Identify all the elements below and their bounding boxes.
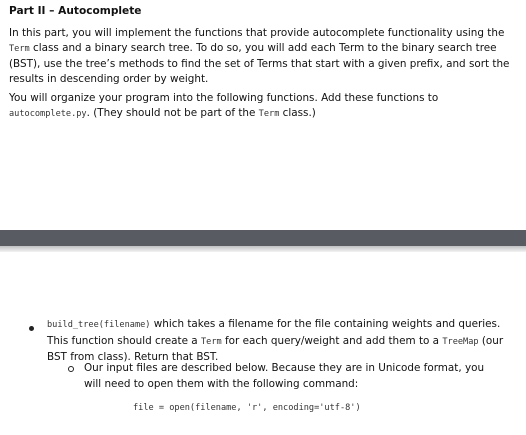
organize-text-3: class.) — [279, 107, 316, 119]
intro-text-2: class and a binary search tree. To do so, you will add each Term to the binary search tree (BST), use the tree’s methods to find the set of Terms that start with a given prefix, and sort the results in descending order by weight. — [9, 42, 510, 85]
term-code: Term — [200, 336, 222, 347]
build-tree-bullet — [47, 317, 517, 366]
bullet-icon — [29, 326, 34, 331]
intro-paragraph — [9, 26, 514, 87]
page-divider — [0, 230, 526, 246]
sub-bullet-icon — [68, 366, 74, 372]
intro-text-1: In this part, you will implement the functions that provide autocomplete functionality using the — [9, 27, 505, 39]
autocomplete-file-code: autocomplete.py — [9, 109, 87, 119]
build-tree-signature-code: build_tree(filename) — [47, 320, 151, 330]
term-class-code-2: Term — [258, 109, 280, 119]
term-class-code: Term — [9, 44, 30, 54]
build-tree-text-2: for each query/weight and add them to a — [221, 334, 443, 347]
treemap-code: TreeMap — [442, 336, 479, 347]
build-tree-text-1: which takes a filename for the file containing weights and queries. This function should create a — [47, 318, 501, 347]
organize-text-1: You will organize your program into the following functions. Add these functions to — [9, 92, 439, 104]
build-tree-text-3: (our BST from class). Return that BST. — [47, 334, 504, 363]
open-file-code: file = open(filename, 'r', encoding='utf-8') — [133, 403, 361, 413]
input-note-bullet: Our input files are described below. Because they are in Unicode format, you will need to open them with the following command: — [84, 362, 485, 390]
organize-text-2: . (They should not be part of the — [86, 107, 259, 119]
organize-paragraph — [9, 91, 514, 122]
section-heading: Part II – Autocomplete — [9, 5, 142, 17]
